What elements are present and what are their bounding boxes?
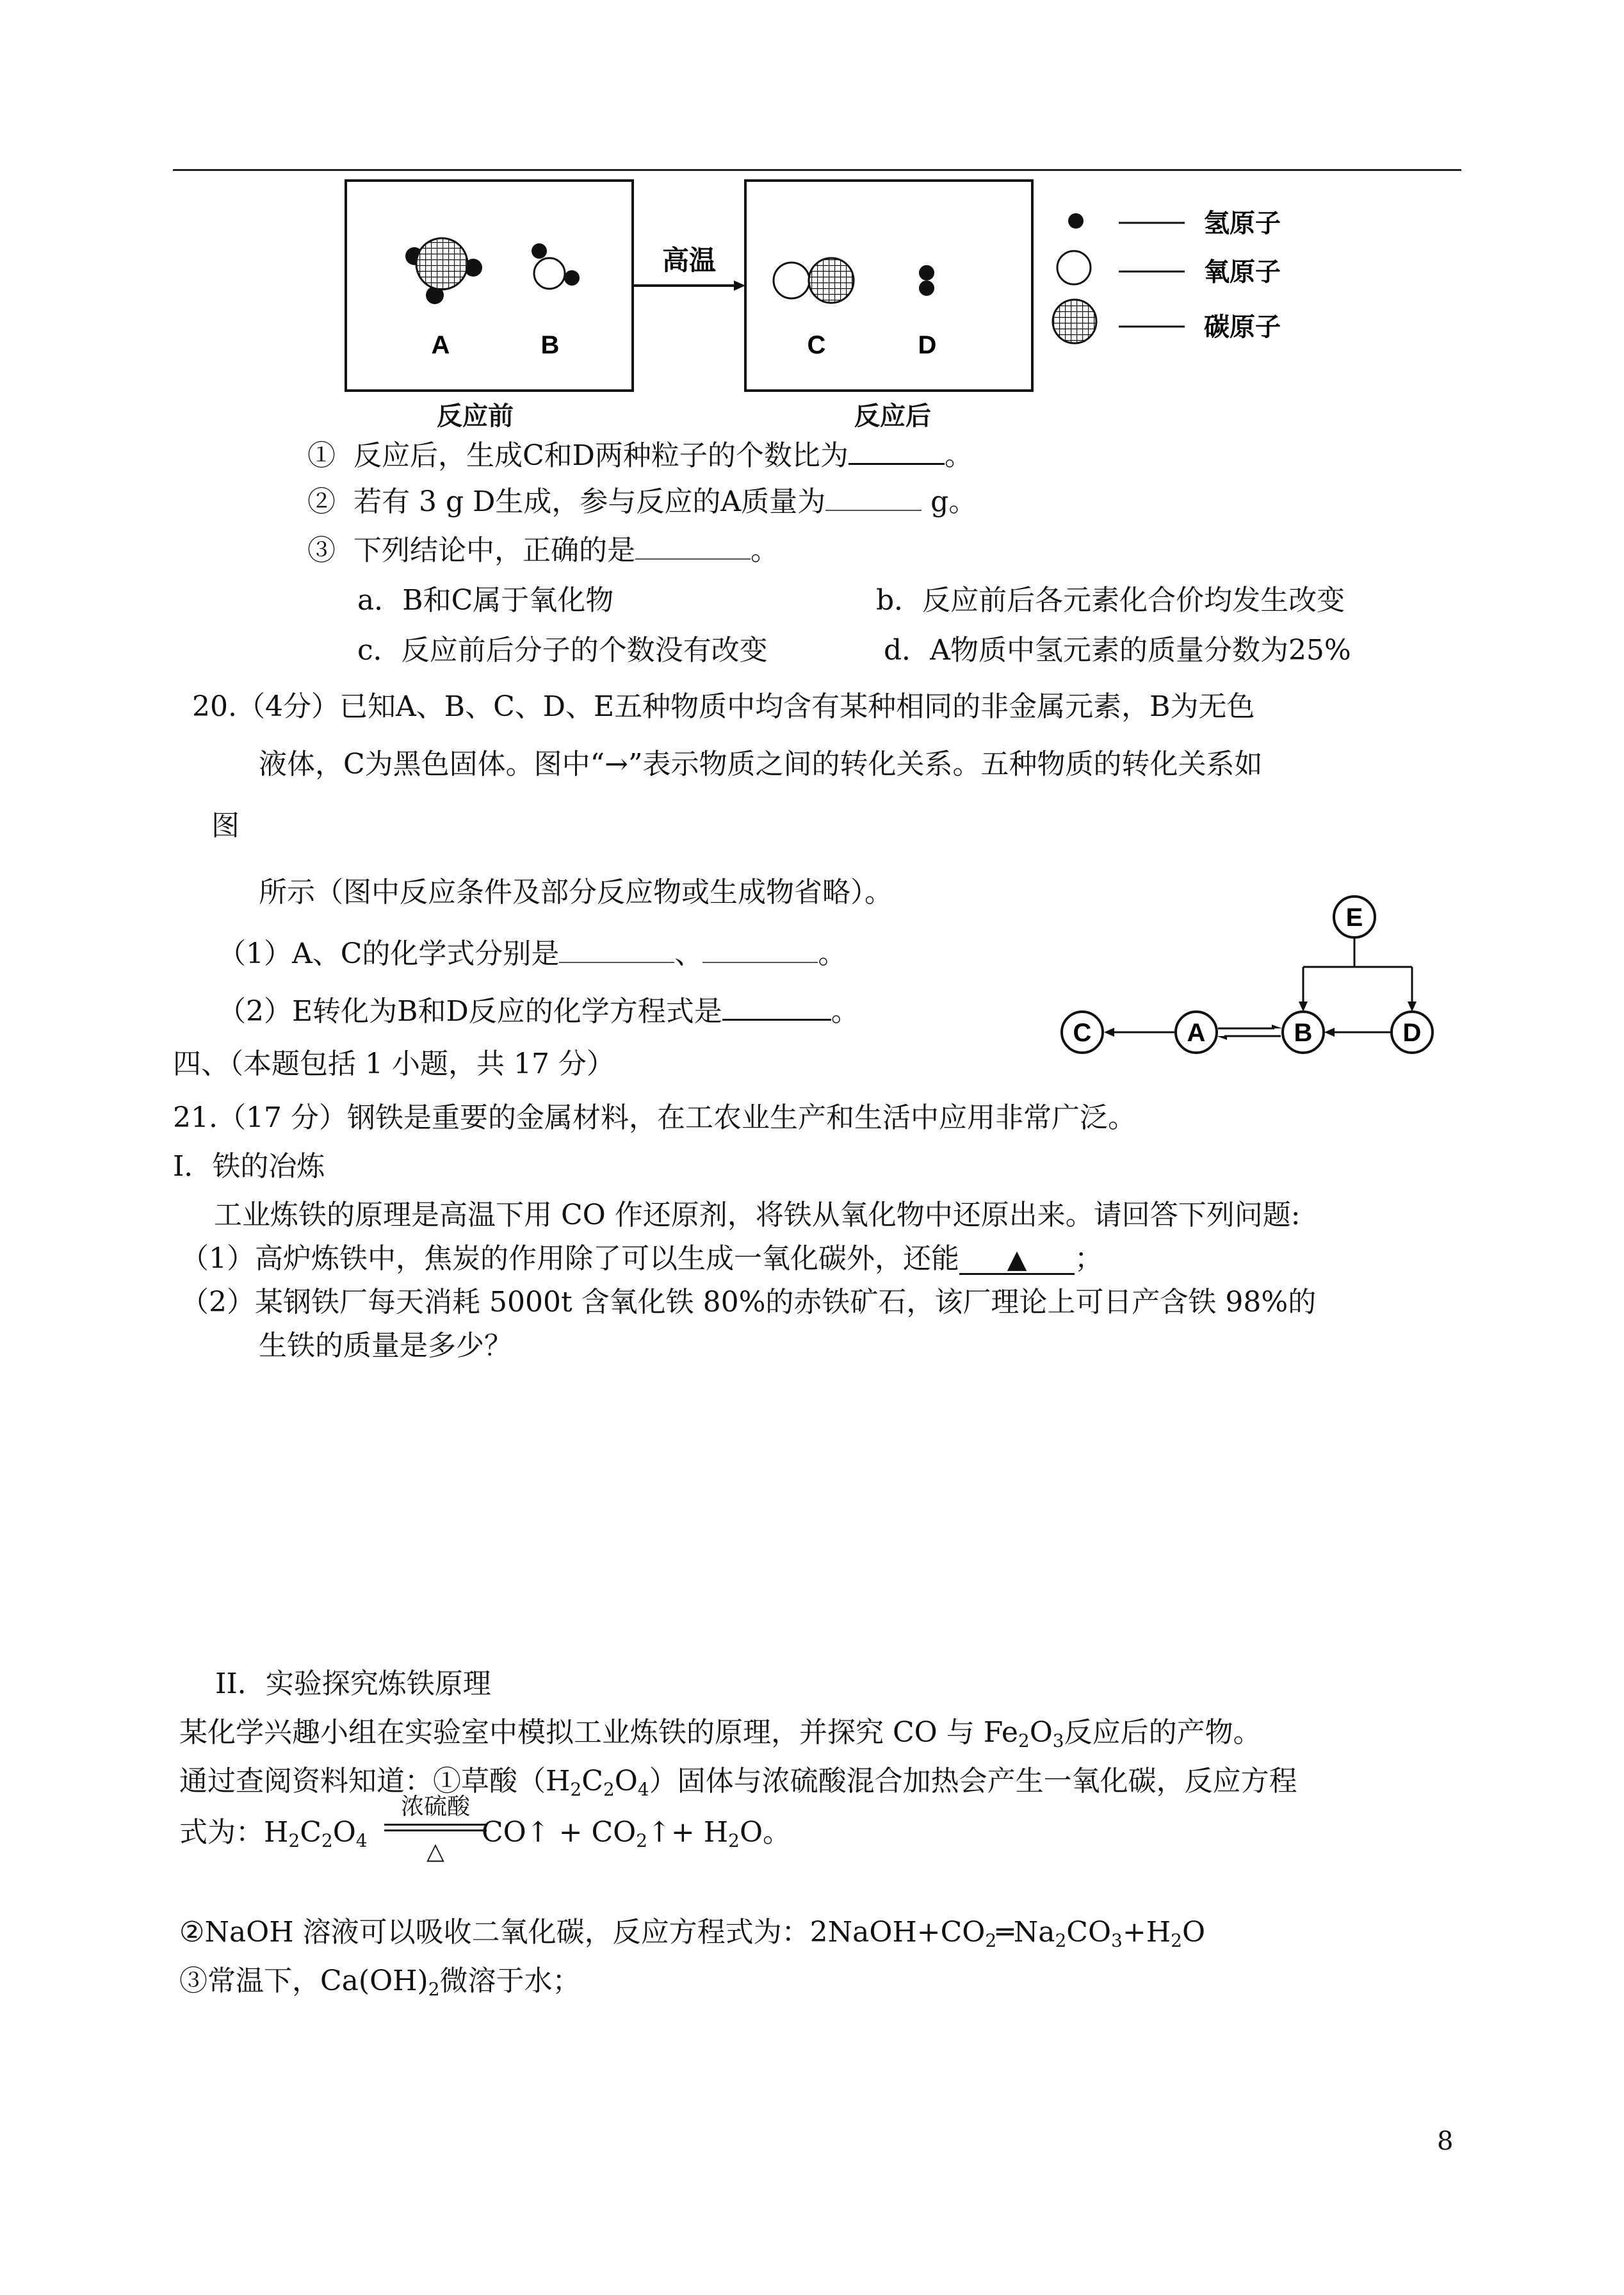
page-number: 8: [1437, 2127, 1454, 2156]
node-d-label: D: [1402, 1019, 1422, 1047]
double-line: [384, 1824, 487, 1831]
q20-line-2: 液体，C为黑色固体。图中“→”表示物质之间的转化关系。五种物质的转化关系如: [259, 748, 1263, 781]
q21-intro: 21.（17 分）钢铁是重要的金属材料，在工农业生产和生活中应用非常广泛。: [173, 1101, 1136, 1134]
label-c: C: [807, 331, 826, 359]
q21-part1-title: I．铁的冶炼: [173, 1150, 325, 1183]
condition-bottom: △: [426, 1838, 444, 1865]
molecule-c-icon: [774, 258, 854, 303]
reaction-condition: [384, 1796, 487, 1863]
node-a-label: A: [1187, 1019, 1206, 1047]
legend-hydrogen: 氢原子: [1204, 209, 1281, 238]
q19-option-c: c．反应前后分子的个数没有改变: [357, 634, 768, 667]
arrow-label: 高温: [662, 245, 717, 276]
q20-sub-1: （1）A、C的化学式分别是 、 。: [218, 937, 847, 970]
hydrogen-legend-icon: [1068, 213, 1084, 229]
condition-top: 浓硫酸: [400, 1794, 470, 1820]
conversion-diagram: [1050, 884, 1447, 1069]
node-e-label: E: [1345, 904, 1363, 932]
legend-carbon: 碳原子: [1204, 312, 1281, 342]
q21-part1-text: 工业炼铁的原理是高温下用 CO 作还原剂，将铁从氧化物中还原出来。请回答下列问题:: [214, 1199, 1301, 1231]
q20-line-1: 20.（4分）已知A、B、C、D、E五种物质中均含有某种相同的非金属元素，B为无色: [192, 690, 1255, 723]
q21-info-1: 通过查阅资料知道：①草酸$(H_2C_2O_4)$固体与浓硫酸混合加热会产生一氧化碳，反应方程: [179, 1765, 1297, 1800]
after-label: 反应后: [854, 401, 931, 431]
q21-part2-title: II．实验探究炼铁原理: [215, 1667, 491, 1700]
q21-info-2: ②NaOH 溶液可以吸收二氧化碳，反应方程式为：$2NaOH+CO_2═Na_2CO_3+H_2O$: [179, 1916, 1206, 1951]
q19-option-a: a．B和C属于氧化物: [357, 584, 614, 617]
q20-line-4: 所示（图中反应条件及部分反应物或生成物省略）。: [259, 876, 893, 909]
q19-item-2: ② 若有 3 g D生成，参与反应的A质量为 g。: [307, 485, 977, 518]
before-box: [346, 181, 633, 391]
q19-item-3: ③ 下列结论中，正确的是 。: [307, 534, 779, 567]
q19-option-b: b．反应前后各元素化合价均发生改变: [876, 584, 1345, 617]
q20-line-3: 图: [211, 809, 240, 842]
molecule-a-icon: [405, 238, 482, 304]
label-d: D: [918, 331, 937, 359]
label-a: A: [431, 331, 450, 359]
before-label: 反应前: [437, 401, 514, 431]
q21-p1q2-line1: （2）某钢铁厂每天消耗 5000t 含氧化铁 80%的赤铁矿石，该厂理论上可日产含铁 98%的: [181, 1286, 1317, 1318]
label-b: B: [540, 331, 560, 359]
q21-p1q1: （1）高炉炼铁中，焦炭的作用除了可以生成一氧化碳外，还能 ▲ ；: [181, 1242, 1103, 1275]
q21-info-3: ③常温下，$Ca(OH)_2$微溶于水；: [179, 1965, 581, 2000]
q21-p1q2-line2: 生铁的质量是多少？: [259, 1329, 512, 1362]
section-4-heading: 四、（本题包括 1 小题，共 17 分）: [173, 1048, 615, 1080]
legend-oxygen: 氧原子: [1204, 257, 1281, 287]
molecule-b-icon: [532, 243, 580, 289]
legend: [1053, 209, 1281, 343]
header-rule: [173, 169, 1461, 171]
node-c-label: C: [1073, 1019, 1092, 1047]
carbon-legend-icon: [1053, 300, 1096, 343]
q19-option-d: d．A物质中氢元素的质量分数为25%: [884, 634, 1351, 667]
oxygen-legend-icon: [1057, 251, 1091, 284]
q19-item-1: ① 反应后，生成C和D两种粒子的个数比为 。: [307, 439, 973, 472]
q20-sub-2: （2）E转化为B和D反应的化学方程式是 。: [218, 995, 859, 1028]
q21-part2-intro: 某化学兴趣小组在实验室中模拟工业炼铁的原理，并探究 CO 与 $Fe_2O_3$反应后的产物。: [179, 1716, 1262, 1751]
molecule-d-icon: [919, 265, 934, 296]
q21-equation-products: CO↑ + $CO_2↑+ H_2O$。: [482, 1816, 792, 1851]
node-b-label: B: [1294, 1019, 1313, 1047]
q21-equation-1: 式为：$H_2C_2O_4$: [179, 1816, 368, 1851]
